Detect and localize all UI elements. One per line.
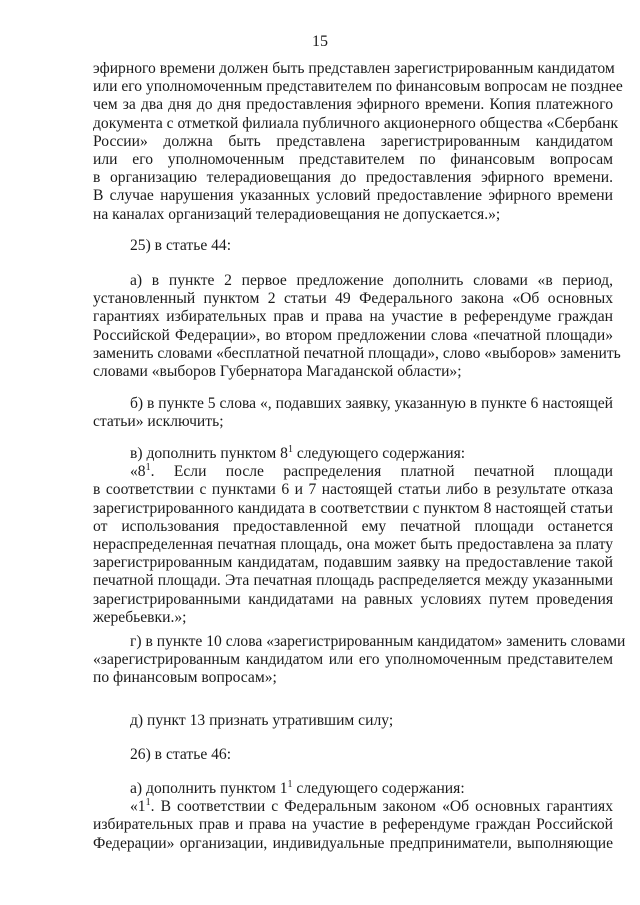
- text-line: зарегистрированным кандидатам, подавшим заявку на предоставление такой: [93, 554, 613, 572]
- text-line: зарегистрированного кандидата в соответствии с пунктом 8 настоящей статьи: [93, 499, 613, 517]
- item-25-heading: 25) в статье 44:: [130, 237, 232, 254]
- item-25d: д) пункт 13 признать утратившим силу;: [130, 712, 394, 729]
- paragraph-item-26a: [93, 780, 613, 853]
- text-line: или его уполномоченным представителем по финансовым вопросам не позднее: [93, 78, 623, 96]
- text-line: документа с отметкой филиала публичного акционерного общества «Сбербанк: [93, 114, 619, 132]
- text-line: нераспределенная печатная площадь, она может быть предоставлена за плату: [93, 535, 613, 553]
- paragraph-ether-time-payment: [93, 60, 623, 224]
- paragraph-item-25b: [93, 395, 613, 431]
- text-line: жеребьевки.»;: [93, 608, 187, 626]
- text-line: Федерации» организации, индивидуальные предприниматели, выполняющие: [93, 834, 613, 852]
- paragraph-item-25v: [93, 445, 613, 627]
- quote-line: «$1^1$. В соответствии с Федеральным законом «Об основных гарантиях: [130, 797, 613, 816]
- paragraph-item-25g: [93, 633, 626, 688]
- text-line: чем за два дня до дня предоставления эфирного времени. Копия платежного: [93, 96, 613, 114]
- text-line: в соответствии с пунктами 6 и 7 настоящей статьи либо в результате отказа: [93, 481, 613, 499]
- paragraph-item-25a: [93, 272, 621, 381]
- text-line: на каналах организаций телерадиовещания не допускается.»;: [93, 205, 501, 223]
- text-line: по финансовым вопросам»;: [93, 669, 277, 687]
- page-number: 15: [312, 33, 328, 50]
- text-line: России» должна быть представлена зарегистрированным кандидатом: [93, 132, 613, 150]
- text-line: установленный пунктом 2 статьи 49 Федерального закона «Об основных: [93, 290, 613, 308]
- text-line: Российской Федерации», во втором предложении слова «печатной площади»: [93, 326, 613, 344]
- text-line: а) дополнить пунктом $1^1$ следующего содержания:: [130, 779, 465, 797]
- text-line: статьи» исключить;: [93, 413, 224, 431]
- text-line: а) в пункте 2 первое предложение дополнить словами «в период,: [130, 272, 613, 289]
- text-line: «зарегистрированным кандидатом или его уполномоченным представителем: [93, 651, 613, 669]
- text-line: печатной площади. Эта печатная площадь распределяется между указанными: [93, 572, 613, 590]
- text-line: б) в пункте 5 слова «, подавших заявку, указанную в пункте 6 настоящей: [130, 395, 613, 412]
- text-line: словами «выборов Губернатора Магаданской области»;: [93, 362, 462, 380]
- text-line: гарантиях избирательных прав и права на участие в референдуме граждан: [93, 308, 613, 326]
- text-line: В случае нарушения указанных условий предоставление эфирного времени: [93, 187, 613, 205]
- text-line: в) дополнить пунктом $8^1$ следующего содержания:: [130, 444, 466, 462]
- text-line: эфирного времени должен быть представлен зарегистрированным кандидатом: [93, 60, 615, 77]
- text-line: в организацию телерадиовещания до предоставления эфирного времени.: [93, 169, 613, 187]
- item-26-heading: 26) в статье 46:: [130, 746, 232, 763]
- text-line: зарегистрированными кандидатами на равных условиях путем проведения: [93, 590, 613, 608]
- text-line: или его уполномоченным представителем по финансовым вопросам: [93, 150, 613, 168]
- quote-line: «$8^1$. Если после распределения платной печатной площади: [130, 462, 613, 481]
- text-line: заменить словами «бесплатной печатной площади», слово «выборов» заменить: [93, 344, 621, 362]
- text-line: от использования предоставленной ему печатной площади останется: [93, 517, 613, 535]
- text-line: г) в пункте 10 слова «зарегистрированным кандидатом» заменить словами: [130, 633, 626, 650]
- text-line: избирательных прав и права на участие в референдуме граждан Российской: [93, 816, 613, 834]
